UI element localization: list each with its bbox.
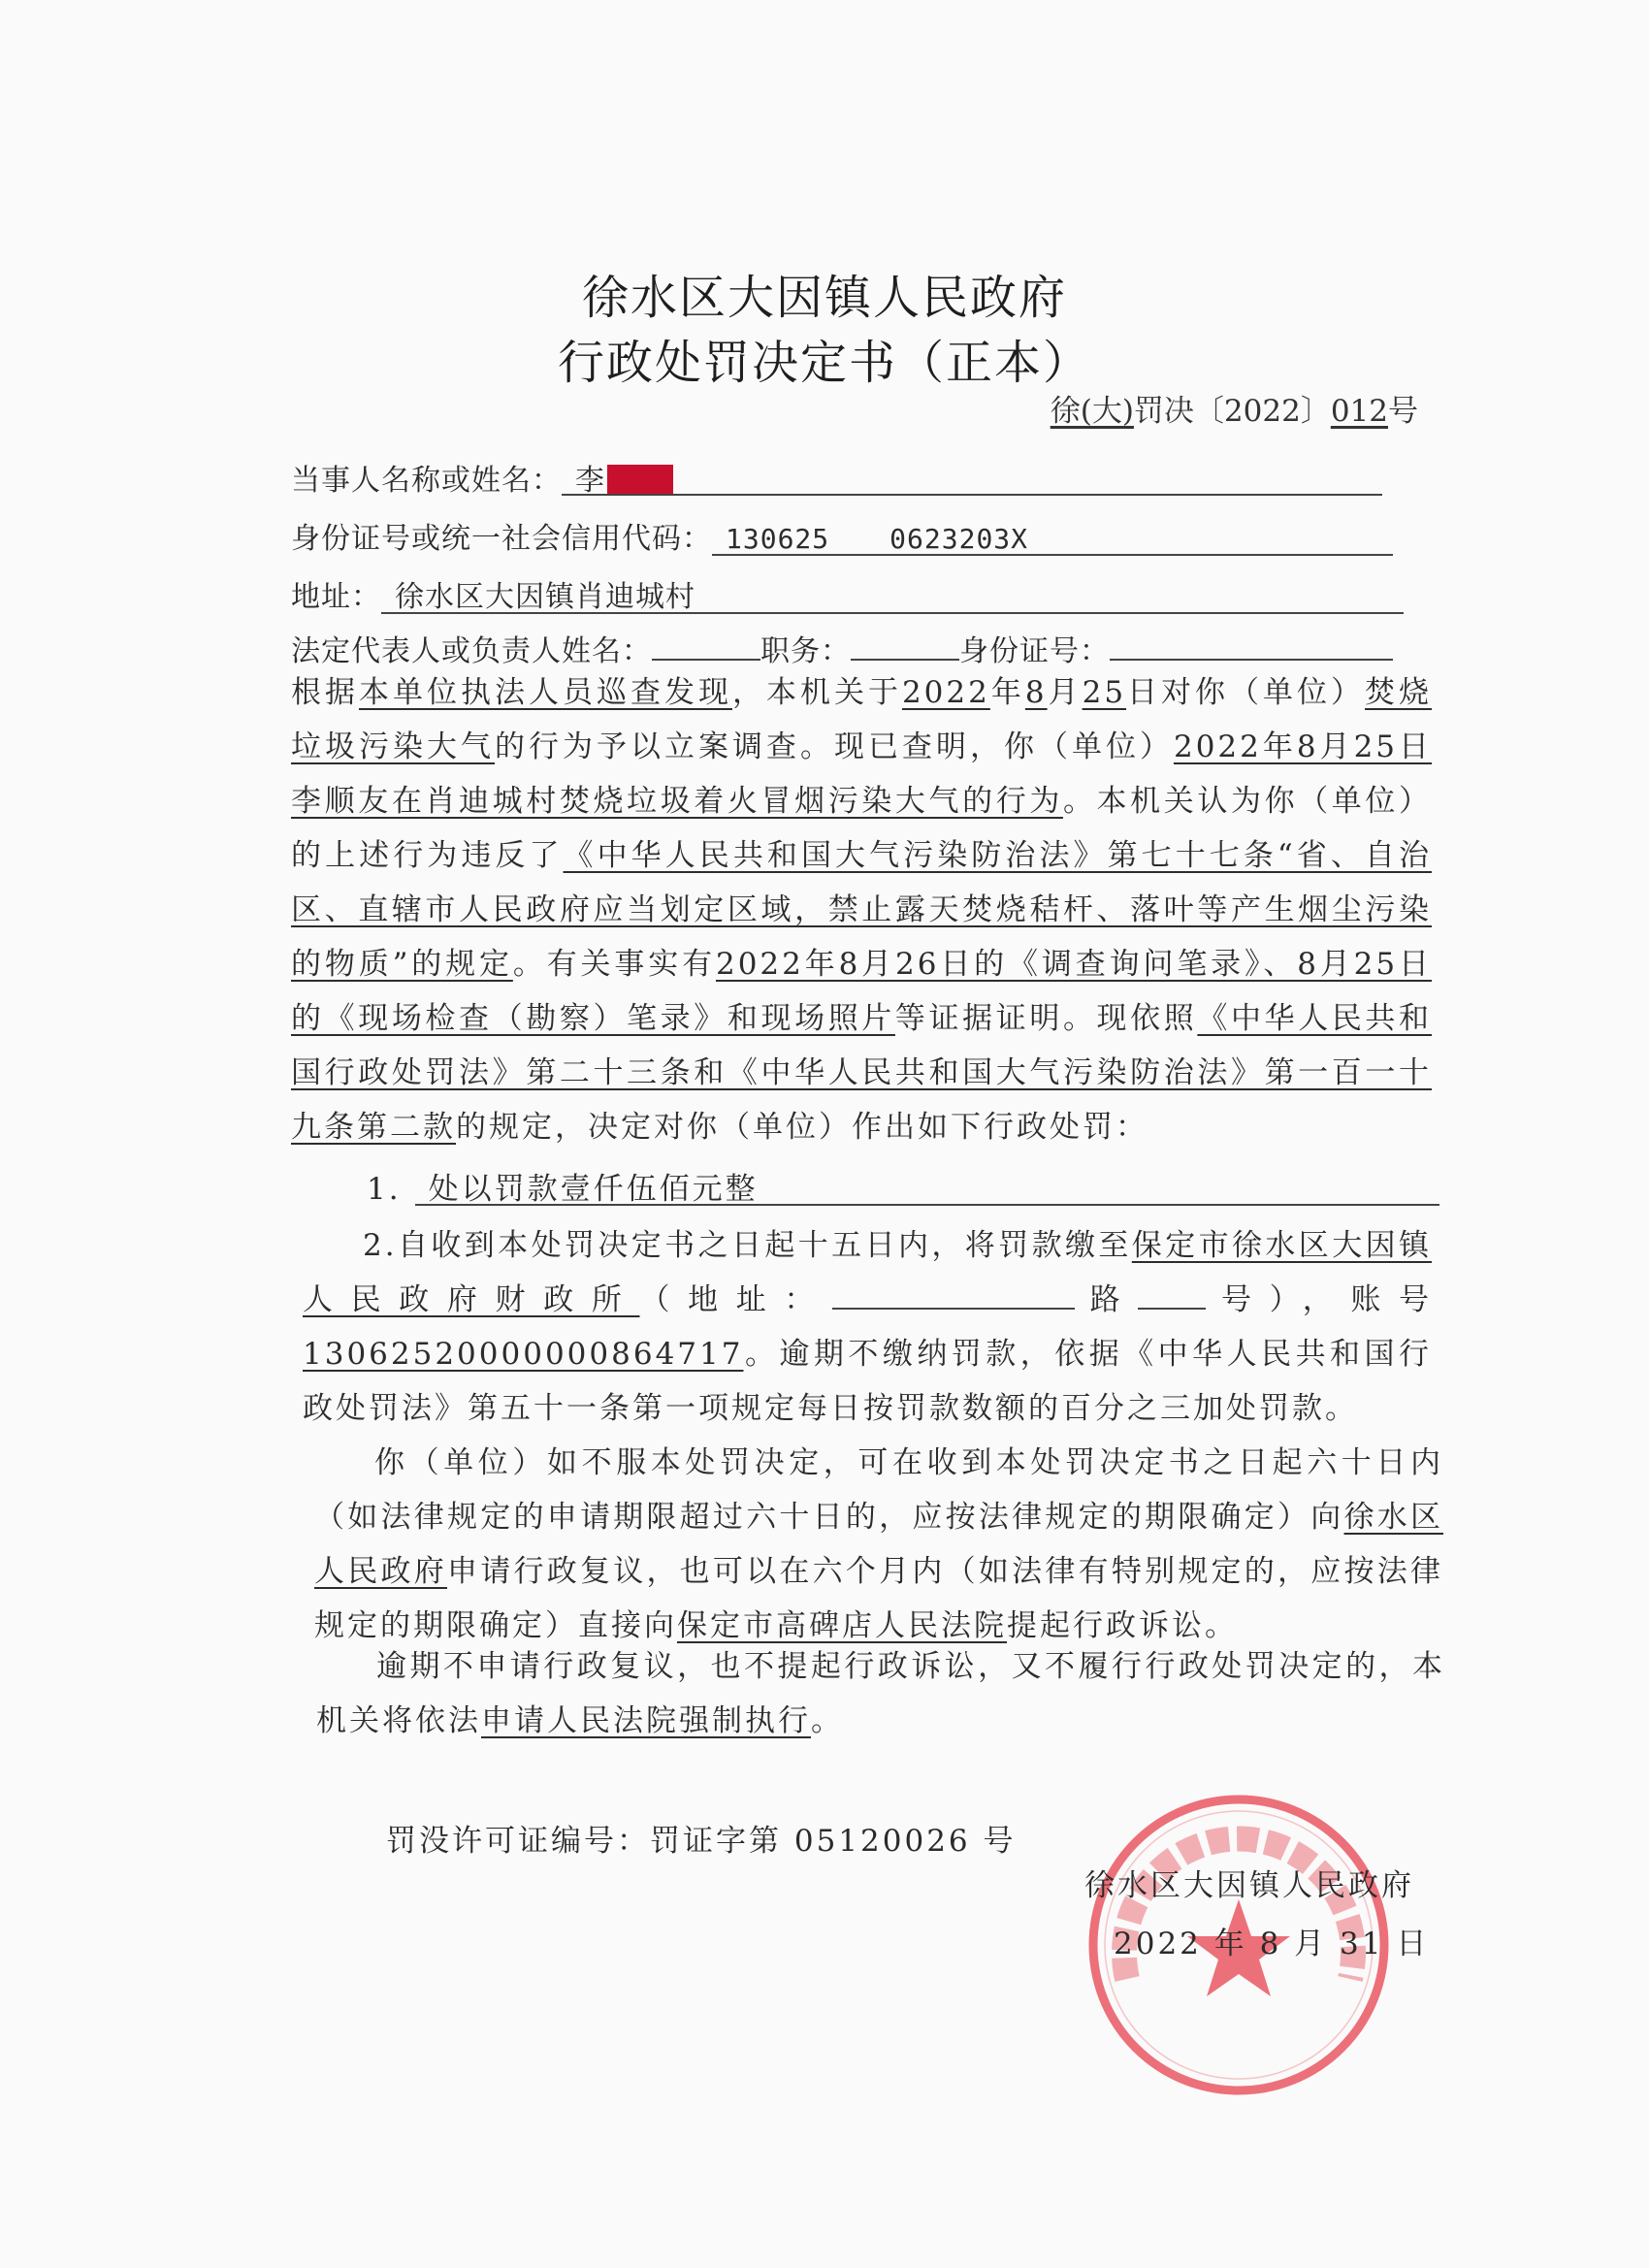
address-label: 地址：: [291, 580, 381, 614]
doc-no-num: 012: [1330, 394, 1388, 429]
rep-id-blank: [1110, 633, 1393, 661]
position-label: 职务：: [760, 634, 851, 668]
payment-paragraph: [303, 1218, 1432, 1436]
p1-text: 的行为予以立案调查。现已查明，你（单位）: [495, 729, 1174, 764]
p4-text: 。: [811, 1703, 844, 1738]
party-value: 李: [575, 464, 605, 498]
legal-rep-label: 法定代表人或负责人姓名：: [291, 634, 652, 668]
address-blank: [832, 1282, 1075, 1310]
redaction-mark: [607, 465, 673, 494]
appeal-paragraph: [314, 1436, 1443, 1653]
address-value: 徐水区大因镇肖迪城村: [395, 580, 695, 614]
enforcement-paragraph: [316, 1639, 1445, 1748]
id-value-b: 0623203X: [889, 523, 1029, 555]
p1-violation: 焚烧垃圾污染大气: [291, 675, 1433, 764]
p4-enforcement: 申请人民法院强制执行: [481, 1703, 811, 1738]
issue-date: 2022 年 8 月 31 日: [1114, 1927, 1430, 1961]
legal-rep-blank: [652, 633, 760, 661]
position-blank: [851, 633, 959, 661]
party-value-line: [562, 465, 1382, 496]
p1-month: 8: [1024, 675, 1048, 710]
item1-line: [415, 1172, 1439, 1207]
document-title-line1: 徐水区大因镇人民政府: [581, 271, 1067, 325]
issuing-authority: 徐水区大因镇人民政府: [1084, 1868, 1414, 1903]
p1-law-violated: 《中华人民共和国大气污染防治法》第七十七条“省、自治区、直辖市人民政府应当划定区域，禁止露天焚烧秸杆、落叶等产生烟尘污染的物质”的规定: [291, 838, 1432, 982]
doc-no-mid: 罚决〔2022〕: [1133, 394, 1331, 429]
party-row: [291, 456, 1382, 499]
p1-evidence: 2022年8月26日的《调查询问笔录》、8月25日的《现场检查（勘察）笔录》和现场照片: [291, 947, 1432, 1036]
p1-facts: 2022年8月25日李顺友在肖迪城村焚烧垃圾着火冒烟污染大气的行为: [291, 729, 1433, 819]
p1-law-basis: 《中华人民共和国行政处罚法》第二十三条和《中华人民共和国大气污染防治法》第一百一十九条第二款: [291, 1001, 1433, 1145]
item2-text: 。逾期不缴纳罚款，依据《中华人民共和国行政处罚法》第五十一条第一项规定每日按罚款数额的百分之三加处罚款。: [303, 1337, 1432, 1426]
p1-text: 年: [989, 675, 1025, 710]
id-value-a: 130625: [726, 523, 830, 555]
p1-text: 根据: [291, 675, 359, 710]
p1-text: 日对你（单位）: [1126, 675, 1366, 710]
item2-text: 号），账号: [1206, 1282, 1433, 1317]
id-value-line: [712, 525, 1393, 556]
item1-text: 处以罚款壹仟伍佰元整: [428, 1172, 759, 1207]
p1-text: 的规定，决定对你（单位）作出如下行政处罚：: [456, 1110, 1148, 1145]
p3-text: 申请行政复议，也可以在六个月内（如法律有特别规定的，应按法律规定的期限确定）直接向: [314, 1554, 1444, 1643]
p3-review-body: 徐水区人民政府: [314, 1500, 1444, 1589]
document-title-line2: 行政处罚决定书（正本）: [557, 336, 1091, 390]
legal-rep-row: [291, 627, 1393, 669]
p3-court: 保定市高碑店人民法院: [677, 1608, 1007, 1643]
party-label: 当事人名称或姓名：: [291, 464, 562, 498]
number-blank: [1138, 1282, 1206, 1310]
p4-text: 逾期不申请行政复议，也不提起行政诉讼，又不履行行政处罚决定的，本机关将依法: [316, 1649, 1445, 1738]
doc-no-suffix: 号: [1388, 394, 1418, 429]
p1-text: 月: [1047, 675, 1083, 710]
p1-text: 。本机关认为你（单位）的上述行为违反了: [291, 784, 1432, 873]
penalty-item-1: [367, 1172, 1439, 1207]
p1-source: 本单位执法人员巡查发现: [359, 675, 732, 710]
doc-no-prefix: 徐(大): [1050, 394, 1134, 429]
item2-payee: 保定市徐水区大因镇人民政府财政所: [303, 1228, 1433, 1317]
item2-text: 2.自收到本处罚决定书之日起十五日内，将罚款缴至: [363, 1228, 1132, 1263]
p1-text: 。有关事实有: [512, 947, 716, 982]
p1-text: 等证据证明。现依照: [894, 1001, 1198, 1036]
item2-text: 路: [1075, 1282, 1139, 1317]
facts-paragraph: [291, 665, 1432, 1154]
p1-day: 25: [1082, 675, 1127, 710]
p1-year: 2022: [901, 675, 990, 710]
p1-text: ，本机关于: [731, 675, 902, 710]
rep-id-label: 身份证号：: [959, 634, 1110, 668]
p3-text: 提起行政诉讼。: [1007, 1608, 1238, 1643]
id-row: [291, 514, 1393, 557]
p3-text: 你（单位）如不服本处罚决定，可在收到本处罚决定书之日起六十日内（如法律规定的申请期限超过六十日的，应按法律规定的期限确定）向: [314, 1445, 1443, 1535]
address-row: [291, 572, 1404, 615]
id-label: 身份证号或统一社会信用代码：: [291, 522, 712, 556]
document-number: [1051, 386, 1418, 430]
item1-number: 1.: [367, 1172, 402, 1207]
item2-account: 13062520000000864717: [303, 1337, 744, 1372]
item2-text: （地址：: [639, 1282, 833, 1317]
certificate-number: 罚没许可证编号：罚证字第 05120026 号: [386, 1824, 1017, 1859]
address-value-line: [381, 580, 1404, 614]
